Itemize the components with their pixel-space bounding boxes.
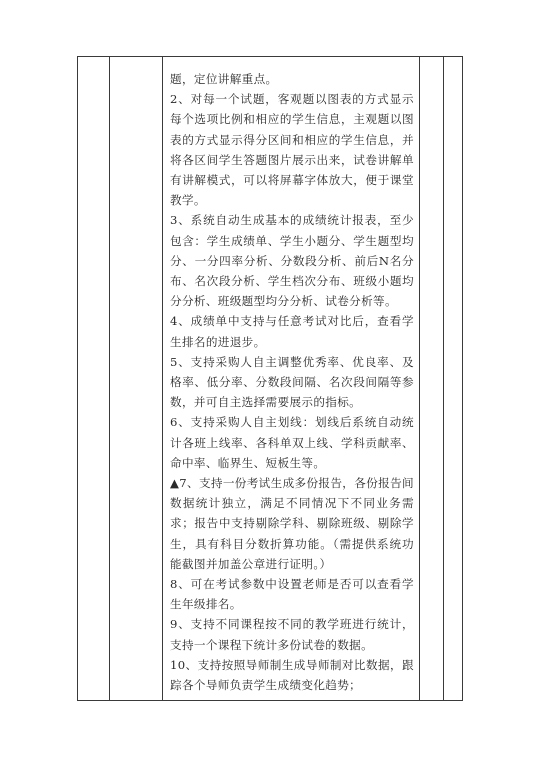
requirement-paragraph: 4、成绩单中支持与任意考试对比后，查看学生排名的进退步。 [170,314,414,349]
requirement-paragraph: ▲7、支持一份考试生成多份报告，各份报告间数据统计独立，满足不同情况下不同业务需求；报告中支持剔除学科、剔除班级、剔除学生，具有科目分数折算功能。（需提供系统功能截图并加盖公章进行证明。） [170,476,414,571]
requirement-paragraph: 题，定位讲解重点。 [170,72,278,86]
requirement-paragraph: 9、支持不同课程按不同的教学班进行统计，支持一个课程下统计多份试卷的数据。 [170,617,414,652]
table-column-divider [162,57,163,700]
requirement-paragraph: 10、支持按照导师制生成导师制对比数据，跟踪各个导师负责学生成绩变化趋势； [170,657,414,693]
requirement-paragraph: 5、支持采购人自主调整优秀率、优良率、及格率、低分率、分数段间隔、名次段间隔等参数，并可自主选择需要展示的指标。 [170,354,414,410]
requirement-paragraph: 3、系统自动生成基本的成绩统计报表，至少包含：学生成绩单、学生小题分、学生题型均分、一分四率分析、分数段分析、前后N名分布、名次段分析、学生档次分布、班级小题均分分析、班级题型均分分析、试卷分析等。 [170,213,414,309]
requirement-paragraph: 2、对每一个试题，客观题以图表的方式显示每个选项比例和相应的学生信息，主观题以图表的方式显示得分区间和相应的学生信息，并将各区间学生答题图片展示出来，试卷讲解单有讲解模式，可以将屏幕字体放大，便于课堂教学。 [170,92,414,208]
requirements-table [77,56,463,701]
requirement-paragraph: 8、可在考试参数中设置老师是否可以查看学生年级排名。 [170,577,414,612]
table-column-divider [443,57,444,700]
requirement-paragraph: 6、支持采购人自主划线：划线后系统自动统计各班上线率、各科单双上线、学科贡献率、命中率、临界生、短板生等。 [170,415,414,470]
requirements-content-cell [170,69,414,695]
table-column-divider [109,57,110,700]
table-column-divider [419,57,420,700]
